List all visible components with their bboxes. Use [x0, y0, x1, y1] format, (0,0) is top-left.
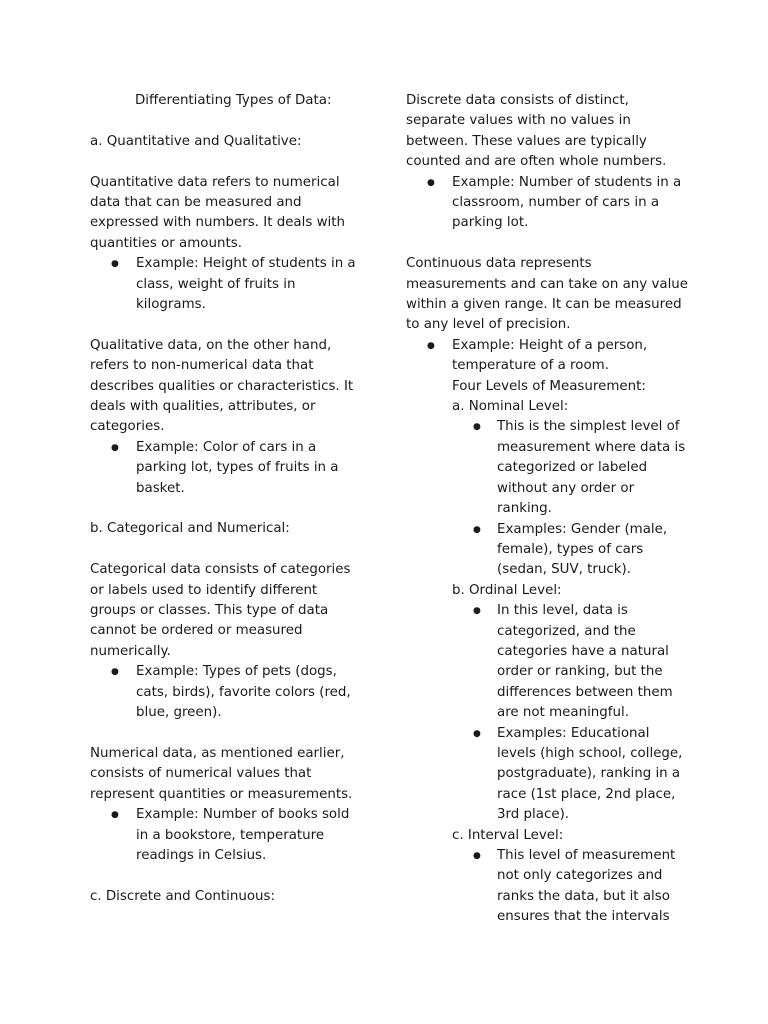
interval-definition: ● This level of measurement not only categorizes and ranks the data, but it also ensures that the intervals	[406, 846, 690, 928]
numerical-example: ● Example: Number of books sold in a bookstore, temperature readings in Celsius.	[90, 805, 365, 866]
nominal-list	[406, 417, 690, 580]
ordinal-examples: ● Examples: Educational levels (high school, college, postgraduate), ranking in a race (1st place, 2nd place, 3rd place).	[406, 724, 690, 826]
discrete-example: ● Example: Number of students in a classroom, number of cars in a parking lot.	[406, 173, 690, 234]
interval-list	[406, 846, 690, 928]
section-heading-quantitative-qualitative: a. Quantitative and Qualitative:	[90, 133, 302, 149]
interval-heading: c. Interval Level:	[452, 827, 564, 843]
categorical-list	[90, 662, 365, 723]
qualitative-example: ● Example: Color of cars in a parking lot, types of fruits in a basket.	[90, 438, 365, 499]
left-column	[90, 91, 365, 907]
continuous-paragraph: Continuous data represents measurements and can take on any value within a given range. It can be measured to any level of precision.	[406, 256, 689, 333]
qualitative-list	[90, 438, 365, 499]
discrete-paragraph: Discrete data consists of distinct, separate values with no values in between. These values are typically counted and are often whole numbers.	[406, 93, 667, 170]
ordinal-definition: ● In this level, data is categorized, and the categories have a natural order or ranking, but the differences between them are not meaningful.	[406, 601, 690, 723]
quantitative-list	[90, 254, 365, 315]
ordinal-heading: b. Ordinal Level:	[452, 582, 562, 598]
page-title: Differentiating Types of Data:	[135, 93, 332, 108]
categorical-paragraph: Categorical data consists of categories or labels used to identify different groups or classes. This type of data cannot be ordered or measured numerically.	[90, 562, 351, 659]
continuous-example: ● Example: Height of a person, temperature of a room.	[406, 336, 690, 377]
section-heading-categorical-numerical: b. Categorical and Numerical:	[90, 521, 290, 537]
numerical-paragraph: Numerical data, as mentioned earlier, consists of numerical values that represent quantities or measurements.	[90, 745, 353, 802]
qualitative-paragraph: Qualitative data, on the other hand, refers to non-numerical data that describes qualities or characteristics. It deals with qualities, attributes, or categories.	[90, 337, 354, 435]
quantitative-paragraph: Quantitative data refers to numerical data that can be measured and expressed with numbers. It deals with quantities or amounts.	[90, 174, 346, 251]
categorical-example: ● Example: Types of pets (dogs, cats, birds), favorite colors (red, blue, green).	[90, 662, 365, 723]
nominal-examples: ● Examples: Gender (male, female), types of cars (sedan, SUV, truck).	[406, 520, 690, 581]
continuous-list	[406, 336, 690, 377]
quantitative-example: ● Example: Height of students in a class, weight of fruits in kilograms.	[90, 254, 365, 315]
nominal-definition: ● This is the simplest level of measurement where data is categorized or labeled without any order or ranking.	[406, 417, 690, 519]
section-heading-discrete-continuous: c. Discrete and Continuous:	[90, 888, 276, 904]
discrete-list	[406, 173, 690, 234]
levels-heading: Four Levels of Measurement:	[452, 378, 646, 394]
right-column	[406, 91, 690, 928]
nominal-heading: a. Nominal Level:	[452, 399, 569, 415]
numerical-list	[90, 805, 365, 866]
ordinal-list	[406, 601, 690, 825]
